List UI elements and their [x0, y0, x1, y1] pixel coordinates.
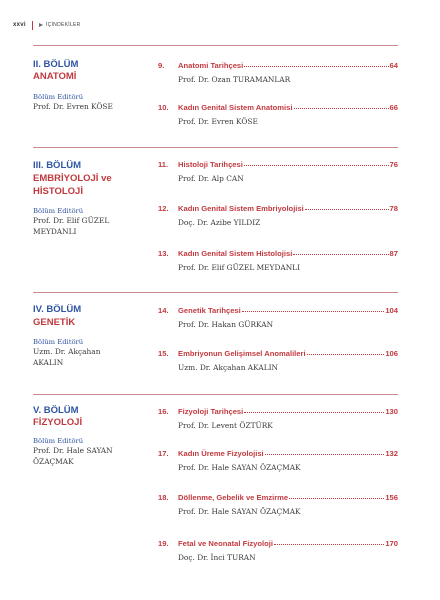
editor-label: Bölüm Editörü — [33, 338, 84, 346]
entry-number: 19. — [158, 539, 169, 548]
dot-leader — [294, 100, 389, 109]
entry-heading — [158, 447, 398, 458]
entry-number: 15. — [158, 349, 169, 358]
entry-page: 106 — [385, 349, 398, 358]
entry-page: 87 — [389, 249, 398, 258]
entry-number: 13. — [158, 249, 169, 258]
entry-page: 170 — [385, 539, 398, 548]
editor-label: Bölüm Editörü — [33, 207, 84, 215]
section-embriyoloji-histoloji — [33, 147, 398, 277]
entry-author: Prof. Dr. Hale SAYAN ÖZAÇMAK — [178, 507, 301, 516]
entry-number: 14. — [158, 306, 169, 315]
section-name: ANATOMİ — [33, 71, 77, 82]
section-divider — [33, 45, 398, 46]
entry-author: Doç. Dr. İnci TURAN — [178, 553, 256, 562]
entry-number: 10. — [158, 103, 169, 112]
section-number: V. BÖLÜM — [33, 405, 79, 416]
entry-page: 104 — [385, 306, 398, 315]
entry-title: Fizyoloji Tarihçesi — [178, 407, 244, 416]
entry-heading — [158, 304, 398, 315]
section-number: III. BÖLÜM — [33, 160, 82, 171]
editor-label: Bölüm Editörü — [33, 93, 84, 101]
entry-heading — [158, 491, 398, 502]
section-number: IV. BÖLÜM — [33, 304, 82, 315]
page-number: xxvi — [13, 22, 26, 28]
section-name: EMBRİYOLOJİ ve — [33, 173, 112, 184]
entry-author: Prof. Dr. Evren KÖSE — [178, 117, 258, 126]
section-fizyoloji — [33, 394, 398, 574]
section-divider — [33, 292, 398, 293]
entry-author: Prof. Dr. Alp CAN — [178, 174, 244, 183]
dot-leader — [307, 346, 385, 355]
section-anatomi — [33, 45, 398, 135]
dot-leader — [242, 303, 385, 312]
editor-label: Bölüm Editörü — [33, 437, 84, 445]
dot-leader — [293, 246, 388, 255]
entry-number: 18. — [158, 493, 169, 502]
entry-page: 78 — [389, 204, 398, 213]
entry-author: Prof. Dr. Hakan GÜRKAN — [178, 320, 274, 329]
entry-title: Histoloji Tarihçesi — [178, 160, 243, 169]
entry-page: 66 — [389, 103, 398, 112]
entry-author: Uzm. Dr. Akçahan AKALIN — [178, 363, 278, 372]
dot-leader — [244, 58, 388, 67]
entry-page: 156 — [385, 493, 398, 502]
entry-heading — [158, 101, 398, 112]
entry-title: Kadın Genital Sistem Anatomisi — [178, 103, 293, 112]
entry-heading — [158, 202, 398, 213]
editor-name: Prof. Dr. Elif GÜZEL — [33, 216, 110, 225]
dot-leader — [265, 446, 385, 455]
section-divider — [33, 394, 398, 395]
editor-name: ÖZAÇMAK — [33, 457, 74, 466]
section-genetik — [33, 292, 398, 382]
dot-leader — [289, 490, 384, 499]
entry-title: Genetik Tarihçesi — [178, 306, 241, 315]
entry-heading — [158, 247, 398, 258]
entry-heading — [158, 158, 398, 169]
running-header — [13, 19, 81, 31]
editor-name: AKALIN — [33, 358, 64, 367]
entry-title: Fetal ve Neonatal Fizyoloji — [178, 539, 273, 548]
entry-page: 130 — [385, 407, 398, 416]
entry-number: 16. — [158, 407, 169, 416]
entry-number: 17. — [158, 449, 169, 458]
section-name: HİSTOLOJİ — [33, 186, 83, 197]
section-name: FİZYOLOJİ — [33, 417, 83, 428]
entry-author: Prof. Dr. Hale SAYAN ÖZAÇMAK — [178, 463, 301, 472]
entry-title: Döllenme, Gebelik ve Emzirme — [178, 493, 289, 502]
entry-heading — [158, 405, 398, 416]
entry-number: 12. — [158, 204, 169, 213]
entry-page: 76 — [389, 160, 398, 169]
entry-number: 9. — [158, 61, 165, 70]
entry-title: Kadın Genital Sistem Histolojisi — [178, 249, 293, 258]
entry-title: Anatomi Tarihçesi — [178, 61, 244, 70]
entry-heading — [158, 537, 398, 548]
entry-number: 11. — [158, 160, 169, 169]
entry-author: Doç. Dr. Azibe YILDIZ — [178, 218, 261, 227]
dot-leader — [305, 201, 389, 210]
editor-name: MEYDANLI — [33, 227, 77, 236]
entry-author: Prof. Dr. Elif GÜZEL MEYDANLI — [178, 263, 300, 272]
entry-title: Kadın Genital Sistem Embriyolojisi — [178, 204, 304, 213]
header-title: İÇİNDEKİLER — [45, 22, 81, 28]
entry-page: 64 — [389, 61, 398, 70]
entry-author: Prof. Dr. Ozan TURAMANLAR — [178, 75, 291, 84]
editor-name: Uzm. Dr. Akçahan — [33, 347, 101, 356]
entry-title: Embriyonun Gelişimsel Anomalileri — [178, 349, 306, 358]
section-divider — [33, 147, 398, 148]
arrow-right-icon — [39, 23, 43, 27]
dot-leader — [244, 404, 384, 413]
header-divider — [32, 21, 33, 30]
entry-heading — [158, 347, 398, 358]
dot-leader — [274, 536, 384, 545]
entry-heading — [158, 59, 398, 70]
entry-title: Kadın Üreme Fizyolojisi — [178, 449, 264, 458]
entry-author: Prof. Dr. Levent ÖZTÜRK — [178, 421, 273, 430]
entry-page: 132 — [385, 449, 398, 458]
editor-name: Prof. Dr. Evren KÖSE — [33, 102, 113, 111]
dot-leader — [244, 157, 389, 166]
section-name: GENETİK — [33, 317, 76, 328]
editor-name: Prof. Dr. Hale SAYAN — [33, 446, 113, 455]
section-number: II. BÖLÜM — [33, 59, 79, 70]
